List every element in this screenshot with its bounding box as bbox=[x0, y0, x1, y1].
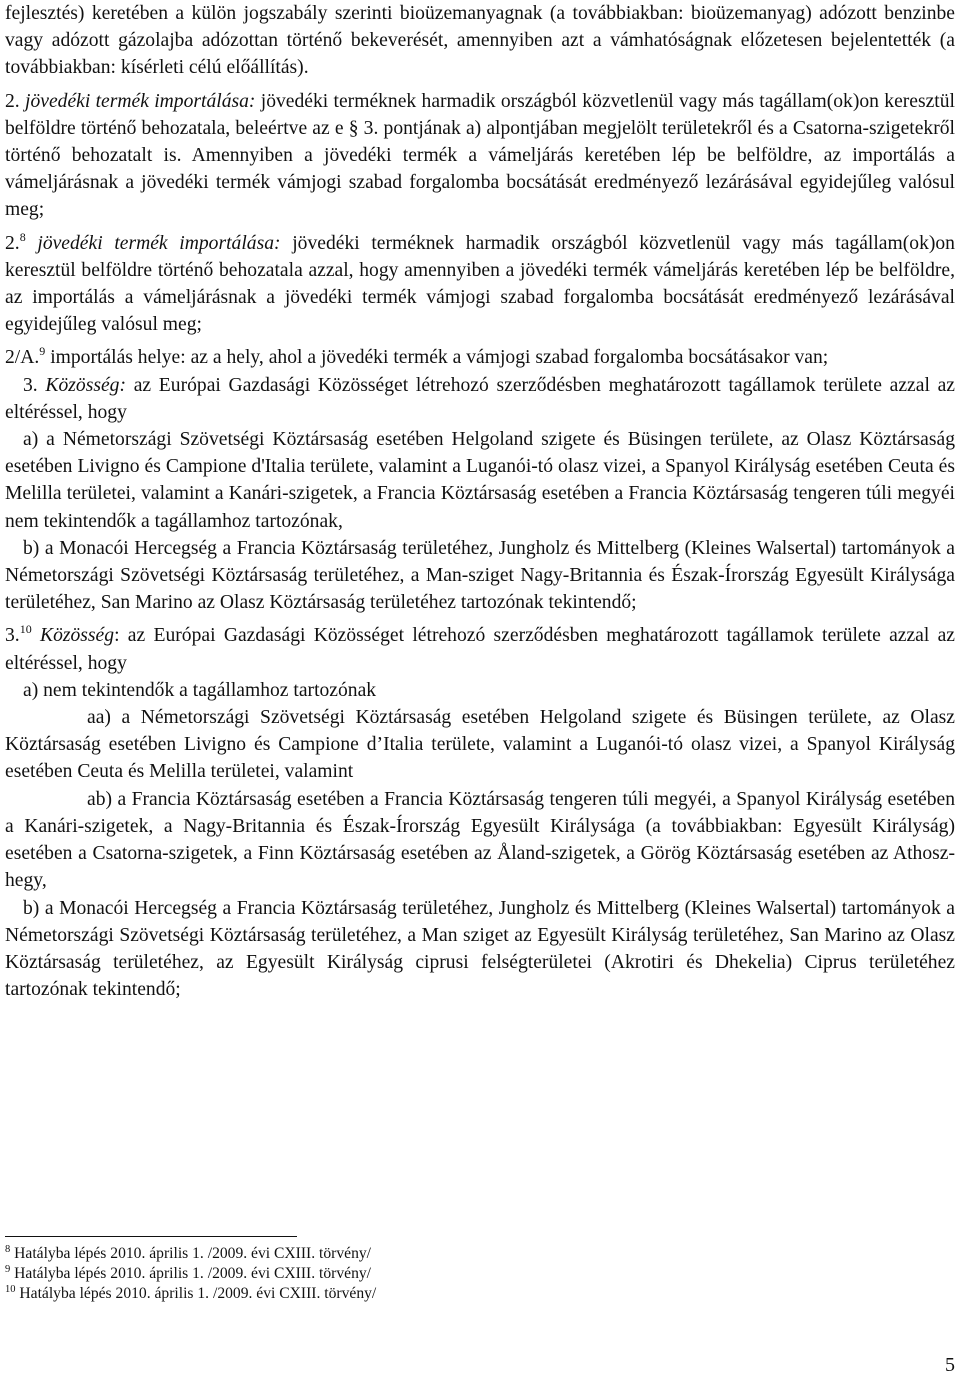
footnote-ref: 9 bbox=[39, 344, 46, 359]
footnote-divider bbox=[5, 1236, 297, 1237]
item-number: 2. bbox=[5, 232, 20, 254]
subpoint-aa: aa) a Németországi Szövetségi Köztársaság esetében Helgoland szigete és Büsingen területe, az Olasz Köztársaság esetében Livigno és Campione d’Italia területe, valamint a Luganói-tó olasz vizei, a Spanyol Királyság esetében Ceuta és Melilla területei, valamint bbox=[5, 707, 955, 783]
paragraph-3-community-amended bbox=[5, 622, 955, 676]
footnote-number: 9 bbox=[5, 1264, 11, 1275]
footnote-text: Hatályba lépés 2010. április 1. /2009. évi CXIII. törvény/ bbox=[14, 1265, 372, 1282]
document-body bbox=[5, 0, 955, 1003]
footnote-text: Hatályba lépés 2010. április 1. /2009. évi CXIII. törvény/ bbox=[19, 1285, 377, 1302]
definition-text: : az Európai Gazdasági Közösséget létrehozó szerződésben meghatározott tagállamok területe azzal az eltéréssel, hogy bbox=[5, 625, 955, 674]
definition-text: importálás helye: az a hely, ahol a jövedéki termék a vámjogi szabad forgalomba bocsátásakor van; bbox=[50, 347, 829, 369]
subpoint-b: b) a Monacói Hercegség a Francia Köztársaság területéhez, Jungholz és Mittelberg (Kleines Walsertal) tartományok a Németországi Szövetségi Köztársaság területéhez, a Man-sziget Nagy-Britannia és Észak-Írország Egyesült Királysága területéhez, San Marino az Olasz Köztársaság területéhez tartozónak tekintendő; bbox=[5, 537, 955, 614]
paragraph-2a-import-place bbox=[5, 344, 955, 371]
item-number: 2/A. bbox=[5, 347, 40, 369]
footnotes bbox=[5, 1244, 376, 1304]
subpoint-a: a) a Németországi Szövetségi Köztársaság esetében Helgoland szigete és Büsingen területe, az Olasz Köztársaság esetében Livigno és Campione d'Italia területe, valamint a Luganói-tó olasz vizei, a Spanyol Királyság esetében Ceuta és Melilla területei, valamint a Kanári-szigetek, a Francia Köztársaság esetében a Francia Köztársaság tengeren túli megyéi nem tekintendők a tagállamhoz tartozónak, bbox=[5, 429, 955, 532]
page-number: 5 bbox=[945, 1354, 955, 1376]
definition-text: jövedéki terméknek harmadik országból közvetlenül vagy más tagállam(ok)on keresztül belföldre történő behozatala, beleértve az e § 3. pontjának a) alpontjában megjelölt területekről és a Csatorna-szigetekről történő behozatalt is. Amennyiben a jövedéki termék a vámeljárás keretében lép be belföldre, az importálás a vámeljárásnak a jövedéki termék vámjogi szabad forgalomba bocsátását eredményező lezárásával egyidejűleg valósul meg; bbox=[5, 90, 955, 221]
footnote-ref: 8 bbox=[19, 229, 26, 244]
item-number: 3. bbox=[5, 625, 20, 647]
footnote-text: Hatályba lépés 2010. április 1. /2009. évi CXIII. törvény/ bbox=[14, 1245, 372, 1262]
footnote bbox=[5, 1244, 376, 1264]
defined-term: Közösség bbox=[40, 625, 115, 647]
footnote-number: 10 bbox=[5, 1284, 16, 1295]
footnote-ref: 10 bbox=[19, 622, 32, 637]
subpoint-b: b) a Monacói Hercegség a Francia Köztársaság területéhez, Jungholz és Mittelberg (Kleines Walsertal) tartományok a Németországi Szövetségi Köztársaság területéhez, a Man sziget az Egyesült Királyság területéhez, San Marino az Olasz Köztársaság területéhez, az Egyesült Királyság ciprusi felségterületei (Akrotiri és Dhekelia) Ciprus területéhez tartozónak tekintendő; bbox=[5, 897, 955, 1001]
defined-term: Közösség: bbox=[45, 374, 126, 396]
item-number: 3. bbox=[23, 374, 38, 396]
footnote bbox=[5, 1284, 376, 1304]
paragraph-2-import-amended bbox=[5, 230, 955, 339]
defined-term: jövedéki termék importálása: bbox=[37, 232, 281, 254]
subpoint-ab: ab) a Francia Köztársaság esetében a Francia Köztársaság tengeren túli megyéi, a Spanyol Királyság esetében a Kanári-szigetek, a Nagy-Britannia és Észak-Írország Egyesült Királysága (a továbbiakban: Egyesült Királyság) esetében a Csatorna-szigetek, a Finn Köztársaság esetében az Åland-szigetek, a Görög Köztársaság esetében az Athosz-hegy, bbox=[5, 788, 955, 892]
definition-text: az Európai Gazdasági Közösséget létrehozó szerződésben meghatározott tagállamok területe azzal az eltéréssel, hogy bbox=[5, 374, 955, 423]
item-number: 2. bbox=[5, 90, 20, 112]
defined-term: jövedéki termék importálása: bbox=[25, 90, 256, 112]
footnote bbox=[5, 1264, 376, 1284]
paragraph-2-import bbox=[5, 88, 955, 224]
subpoint-a: a) nem tekintendők a tagállamhoz tartozónak bbox=[23, 679, 377, 701]
definition-text: jövedéki terméknek harmadik országból közvetlenül vagy más tagállam(ok)on keresztül belföldre történő behozatala azzal, hogy amennyiben a jövedéki termék vámeljárás keretében lép be belföldre, az importálás a vámeljárásnak a jövedéki termék vámjogi szabad forgalomba bocsátását eredményező lezárásával egyidejűleg valósul meg; bbox=[5, 232, 955, 336]
paragraph-3-community bbox=[5, 372, 955, 426]
paragraph-continuation: fejlesztés) keretében a külön jogszabály szerinti bioüzemanyagnak (a továbbiakban: bioüzemanyag) adózott benzinbe vagy adózott gázolajba adózottan történő bekeverését, amennyiben azt a vámhatóságnak előzetesen bejelentették (a továbbiakban: kísérleti célú előállítás). bbox=[5, 3, 955, 79]
footnote-number: 8 bbox=[5, 1244, 11, 1255]
